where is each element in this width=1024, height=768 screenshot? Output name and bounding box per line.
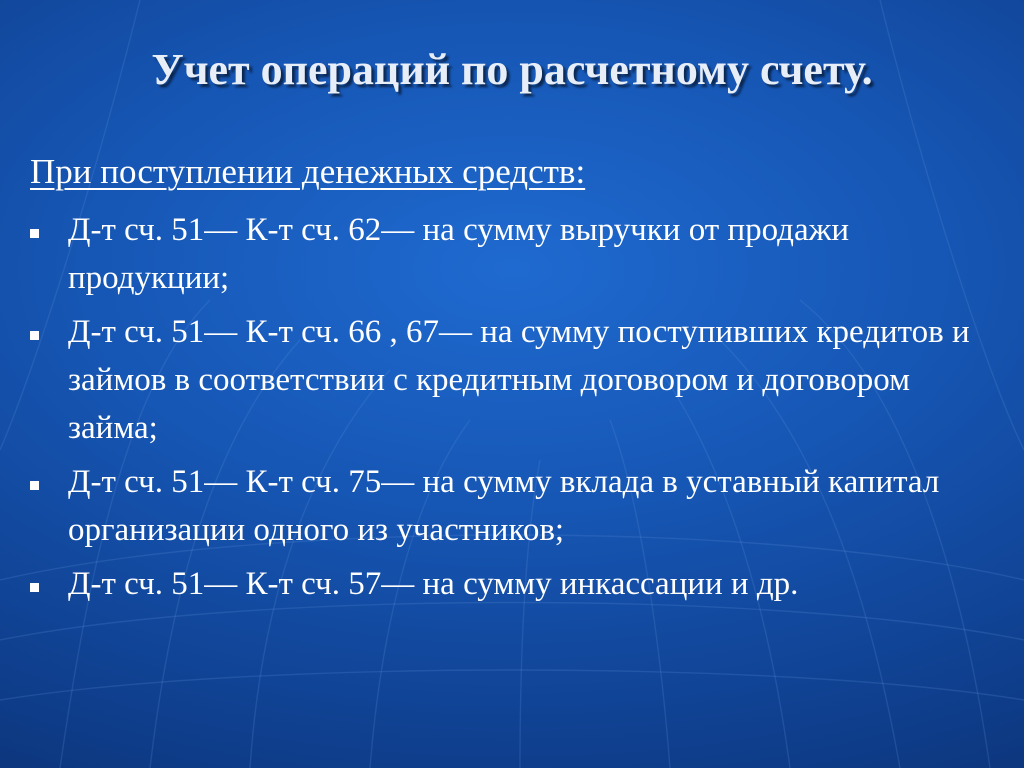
bullet-text: Д-т сч. 51— К-т сч. 66 , 67— на сумму поступивших кредитов и займов в соответствии с кредитным договором и договором займа; [68,314,970,446]
bullet-item [28,206,988,302]
bullet-item [28,308,988,452]
bullet-list [28,206,988,614]
bullet-text: Д-т сч. 51— К-т сч. 62— на сумму выручки от продажи продукции; [68,212,850,296]
bullet-item [28,560,988,608]
slide-title: Учет операций по расчетному счету. [151,45,873,94]
square-bullet-icon [30,481,39,490]
bullet-text: Д-т сч. 51— К-т сч. 57— на сумму инкассации и др. [68,566,799,602]
bullet-text: Д-т сч. 51— К-т сч. 75— на сумму вклада в уставный капитал организации одного из участников; [68,464,940,548]
square-bullet-icon [30,229,39,238]
square-bullet-icon [30,331,39,340]
bullet-item [28,458,988,554]
square-bullet-icon [30,583,39,592]
section-heading: При поступлении денежных средств: [30,152,586,191]
